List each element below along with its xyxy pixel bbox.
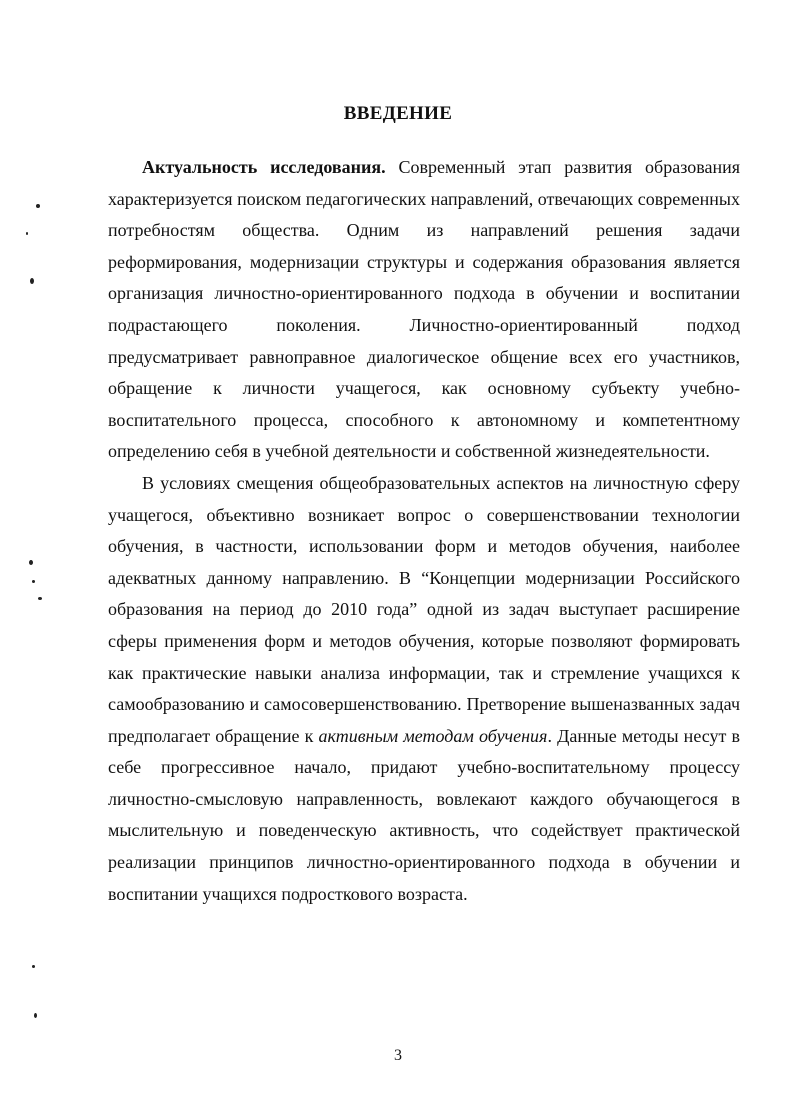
scan-speck [26,232,28,235]
active-methods-emphasis: активным методам обучения [318,725,548,746]
paragraph-conditions [108,468,740,910]
scan-speck [32,965,35,968]
scan-speck [38,597,42,600]
scan-speck [36,204,40,208]
scan-speck [34,1013,37,1018]
scan-speck [32,580,35,583]
body-text [108,152,740,910]
page-number: 3 [394,1047,402,1064]
scan-speck [29,560,33,565]
conditions-text-end: . Данные методы несут в себе прогрессивное начало, придают учебно-воспитательному процессу личностно-смысловую направленность, вовлекают каждого обучающегося в мыслительную и поведенческую активность, что содействует практической реализации принципов личностно-ориентированного подхода в обучении и воспитании учащихся подросткового возраста. [108,725,741,904]
relevance-heading: Актуальность исследования. [142,157,386,177]
conditions-text-start: В условиях смещения общеобразовательных аспектов на личностную сферу учащегося, объективно возникает вопрос о совершенствовании технологии обучения, в частности, использовании форм и методов обучения, наиболее адекватных данному направлению. В “Концепции модернизации Российского образования на период до 2010 года” одной из задач выступает расширение сферы применения форм и методов обучения, которые позволяют формировать как практические навыки анализа информации, так и стремление учащихся к самообразованию и самосовершенствованию. Претворение вышеназванных задач предполагает обращение к [108,472,740,746]
scan-speck [30,278,34,284]
paragraph-relevance [108,152,740,468]
relevance-text: Современный этап развития образования характеризуется поиском педагогических направлений, отвечающих современных потребностям общества. Одним из направлений решения задачи реформирования, модернизации структуры и содержания образования является организация личностно-ориентированного подхода в обучении и воспитании подрастающего поколения. Личностно-ориентированный подход предусматривает равноправное диалогическое общение всех его участников, обращение к личности учащегося, как основному субъекту учебно-воспитательного процесса, способного к автономному и компетентному определению себя в учебной деятельности и собственной жизнедеятельности. [108,157,740,462]
page-title: ВВЕДЕНИЕ [343,103,453,124]
